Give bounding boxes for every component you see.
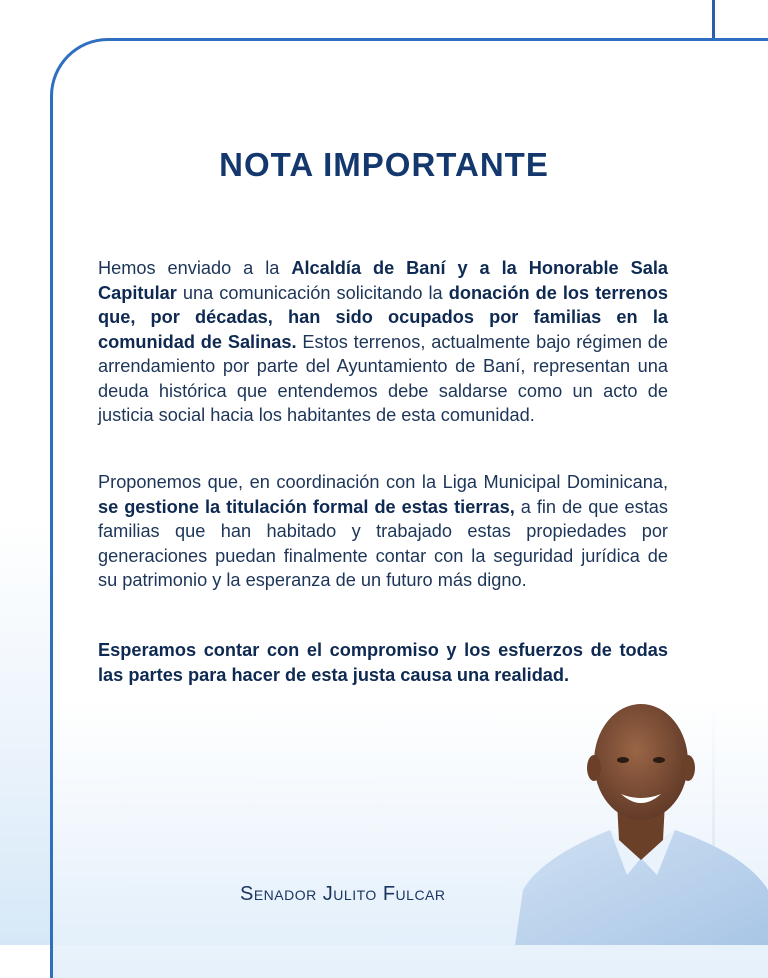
p1-text-3: Estos terrenos, actualmente bajo régimen de arrendamiento por parte del Ayuntamiento de Baní, representan una deuda histórica que entendemos debe saldarse como un acto de justicia social hacia los habitantes de esta comunidad. [98,331,668,425]
senator-portrait [515,690,768,945]
paragraph-2 [98,470,668,593]
page-title: NOTA IMPORTANTE [219,146,549,183]
p1-bold-1: Alcaldía de Baní y a la Honorable Sala Capitular [98,258,668,303]
p1-bold-2: donación de los terrenos que, por décadas, han sido ocupados por familias en la comunidad de Salinas. [98,282,668,352]
p2-bold-1: se gestione la titulación formal de estas tierras, [98,496,515,517]
signature: Senador Julito Fulcar [240,883,446,905]
p2-text-2: a fin de que estas familias que han habitado y trabajado estas propiedades por generaciones puedan finalmente contar con la seguridad jurídica de su patrimonio y la esperanza de un futuro más digno. [98,496,668,590]
p2-text-1: Proponemos que, en coordinación con la Liga Municipal Dominicana, [98,472,668,492]
p1-text-1: Hemos enviado a la [98,258,292,278]
p1-text-2: una comunicación solicitando la [176,282,449,303]
paragraph-1 [98,256,668,428]
paragraph-3: Esperamos contar con el compromiso y los esfuerzos de todas las partes para hacer de esta justa causa una realidad. [98,640,668,685]
